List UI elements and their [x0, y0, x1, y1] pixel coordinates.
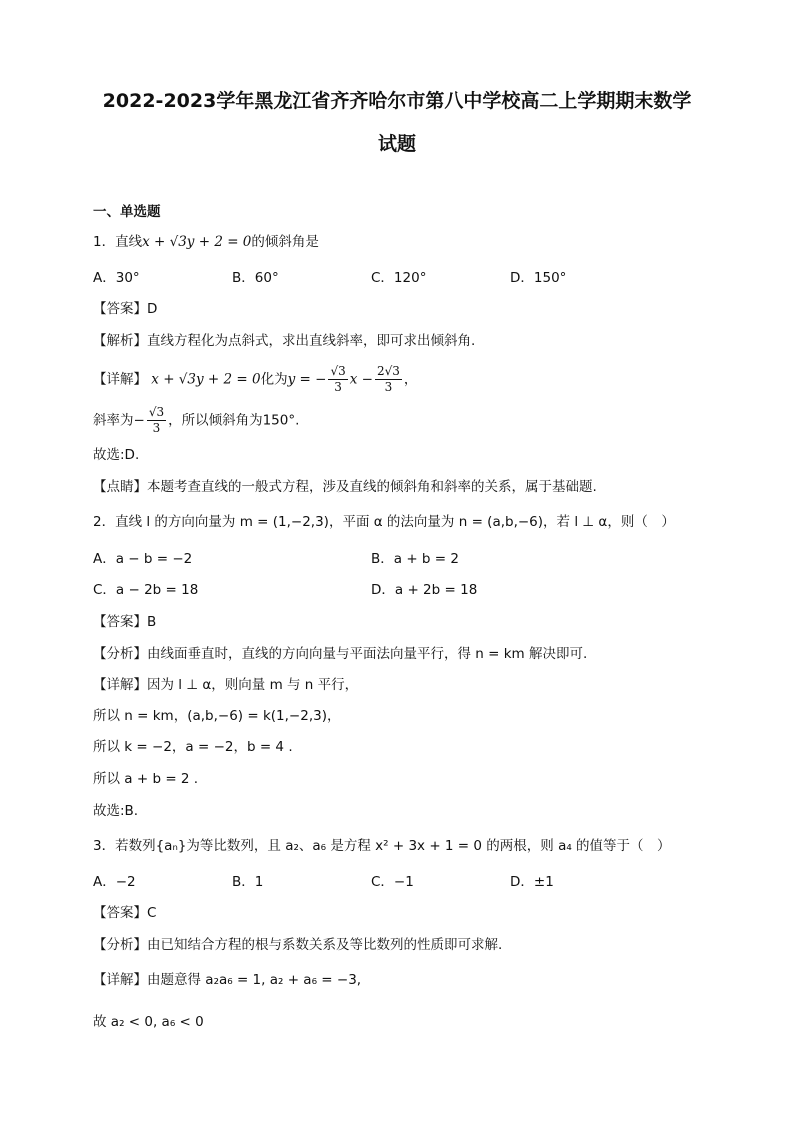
q1-frac1	[328, 364, 347, 395]
q2-option-d: D．a + 2b = 18	[371, 582, 478, 598]
q1-frac2-num: 2√3	[376, 364, 400, 378]
q1-comment-text: 本题考查直线的一般式方程，涉及直线的倾斜角和斜率的关系，属于基础题.	[147, 479, 597, 495]
q2-line3: 所以 a + b = 2 .	[93, 771, 199, 787]
q1-frac2	[375, 364, 402, 395]
q1-option-a: A．30°	[93, 270, 140, 286]
q1-option-d: D．150°	[510, 270, 567, 286]
q2-detail	[93, 675, 358, 695]
q1-analysis-tag: 【解析】	[93, 333, 147, 349]
q3-option-a: A．−2	[93, 874, 136, 890]
q1-stem-expr: x + √3y + 2 = 0	[142, 234, 252, 250]
q1-detail-y: y = −	[287, 371, 327, 388]
q1-choose: 故选:D.	[93, 447, 140, 463]
q3-option-c: C．−1	[371, 874, 414, 890]
q1-slope-num: √3	[148, 405, 165, 419]
q2-answer: 【答案】B	[93, 614, 157, 630]
q1-analysis-text: 直线方程化为点斜式，求出直线斜率，即可求出倾斜角.	[147, 333, 476, 349]
q1-answer: 【答案】D	[93, 301, 158, 317]
q1-stem-prefix: 1．直线	[93, 234, 143, 250]
q1-stem	[93, 232, 319, 252]
q1-detail-x: x −	[349, 371, 373, 388]
q2-detail-text: 因为 l ⊥ α，则向量 m 与 n 平行，	[147, 677, 359, 693]
q1-slope-den: 3	[152, 421, 161, 435]
q3-option-d: D．±1	[510, 874, 554, 890]
q2-choose: 故选:B.	[93, 803, 139, 819]
q2-detail-tag: 【详解】	[93, 677, 147, 693]
q3-stem: 3．若数列{aₙ}为等比数列，且 a₂、a₆ 是方程 x² + 3x + 1 = 0 的两根，则 a₄ 的值等于（ ）	[93, 838, 671, 854]
q2-analysis-text: 由线面垂直时，直线的方向向量与平面法向量平行，得 n = km 解决即可.	[147, 646, 588, 662]
q1-detail-expr: x + √3y + 2 = 0	[151, 371, 261, 388]
q2-line2: 所以 k = −2，a = −2，b = 4 .	[93, 739, 293, 755]
q1-frac1-den: 3	[334, 380, 342, 394]
q3-line1: 故 a₂ < 0, a₆ < 0	[93, 1014, 204, 1030]
q1-detail-end: ，	[403, 371, 418, 388]
q1-frac2-den: 3	[384, 380, 393, 394]
q2-option-b: B．a + b = 2	[371, 551, 459, 567]
q1-stem-suffix: 的倾斜角是	[251, 234, 319, 250]
q1-detail-tag: 【详解】	[93, 371, 147, 388]
q1-slope-suffix: ，所以倾斜角为150°.	[168, 412, 300, 429]
q3-analysis-tag: 【分析】	[93, 937, 147, 953]
q3-analysis-text: 由已知结合方程的根与系数关系及等比数列的性质即可求解.	[147, 937, 503, 953]
q1-comment-tag: 【点睛】	[93, 479, 147, 495]
q1-slope-frac	[147, 405, 166, 436]
q2-analysis-tag: 【分析】	[93, 646, 147, 662]
q1-slope-prefix: 斜率为	[93, 412, 134, 429]
q3-detail	[93, 970, 361, 990]
q3-detail-text: 由题意得 a₂a₆ = 1, a₂ + a₆ = −3,	[147, 972, 362, 988]
q1-detail-mid: 化为	[260, 371, 288, 388]
q3-option-b: B．1	[232, 874, 264, 890]
q1-analysis	[93, 331, 475, 351]
q2-option-c: C．a − 2b = 18	[93, 582, 199, 598]
q1-slope	[93, 405, 299, 436]
q3-answer: 【答案】C	[93, 905, 157, 921]
page-title: 2022-2023学年黑龙江省齐齐哈尔市第八中学校高二上学期期末数学	[102, 90, 692, 112]
q2-analysis	[93, 644, 587, 664]
q2-stem: 2．直线 l 的方向向量为 m = (1,−2,3)，平面 α 的法向量为 n = (a,b,−6)，若 l ⊥ α，则（ ）	[93, 514, 675, 530]
q2-option-a: A．a − b = −2	[93, 551, 193, 567]
q1-comment	[93, 477, 597, 497]
q3-detail-tag: 【详解】	[93, 972, 147, 988]
q1-detail	[93, 364, 417, 395]
section-heading: 一、单选题	[93, 204, 161, 220]
q1-option-b: B．60°	[232, 270, 279, 286]
q2-line1: 所以 n = km，(a,b,−6) = k(1,−2,3)，	[93, 708, 341, 724]
q1-option-c: C．120°	[371, 270, 427, 286]
q1-slope-minus: −	[133, 412, 145, 429]
q3-analysis	[93, 935, 502, 955]
page-title-line2: 试题	[377, 133, 416, 155]
q1-frac1-num: √3	[330, 364, 346, 378]
